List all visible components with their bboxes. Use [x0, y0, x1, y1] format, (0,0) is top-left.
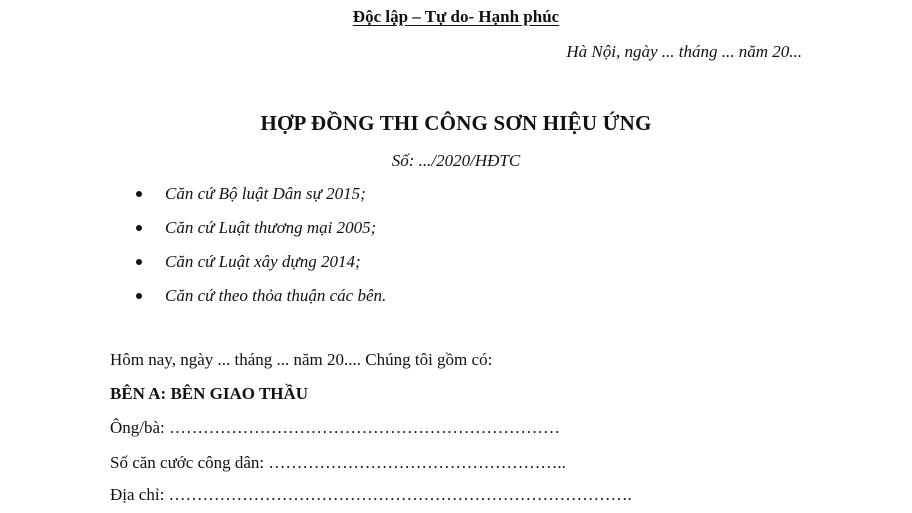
contract-number: Số: .../2020/HĐTC	[391, 151, 521, 170]
bullet-icon	[136, 225, 142, 231]
address-field: Địa chỉ: ……………………………………………………………………….	[110, 485, 632, 504]
legal-basis-text: Căn cứ Luật xây dựng 2014;	[165, 252, 361, 271]
legal-basis-list	[136, 182, 386, 318]
bullet-icon	[136, 259, 142, 265]
legal-basis-item	[136, 284, 386, 318]
legal-basis-item	[136, 216, 386, 250]
contract-title: HỢP ĐỒNG THI CÔNG SƠN HIỆU ỨNG	[260, 111, 652, 135]
legal-basis-text: Căn cứ Bộ luật Dân sự 2015;	[165, 184, 366, 203]
bullet-icon	[136, 191, 142, 197]
legal-basis-item	[136, 250, 386, 284]
legal-basis-text: Căn cứ Luật thương mại 2005;	[165, 218, 377, 237]
bullet-icon	[136, 293, 142, 299]
representative-name-field: Ông/bà: ……………………………………………………………	[110, 418, 561, 437]
intro-paragraph: Hôm nay, ngày ... tháng ... năm 20.... Chúng tôi gồm có:	[110, 350, 493, 369]
legal-basis-text: Căn cứ theo thỏa thuận các bên.	[165, 286, 387, 305]
citizen-id-field: Số căn cước công dân: ……………………………………………..	[110, 453, 566, 472]
party-a-heading: BÊN A: BÊN GIAO THẦU	[110, 384, 309, 403]
place-date-line: Hà Nội, ngày ... tháng ... năm 20...	[566, 42, 802, 61]
national-motto: Độc lập – Tự do- Hạnh phúc	[352, 7, 560, 26]
legal-basis-item	[136, 182, 386, 216]
